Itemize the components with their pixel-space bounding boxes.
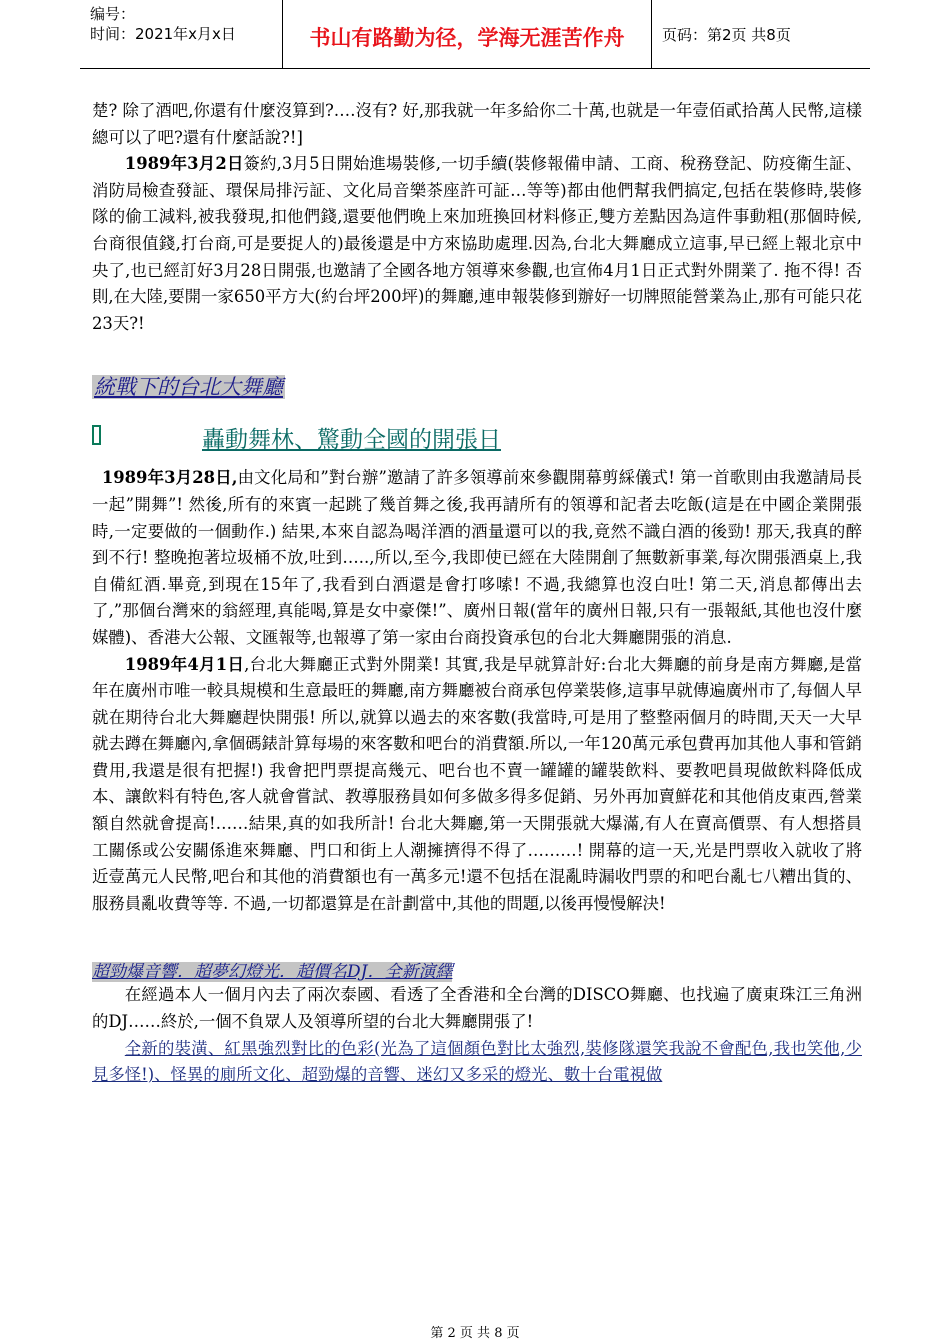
page-header [80,0,870,69]
motto: 书山有路勤为径，学海无涯苦作舟 [309,26,625,50]
page-info: 页码：第2页 共8页 [662,26,791,44]
header-left [90,4,236,44]
section-title: 統戰下的台北大舞廳 [94,375,283,400]
paragraph-2 [92,465,862,651]
header-motto-box [282,0,652,68]
paragraph-1-text: 簽約,3月5日開始進場裝修,一切手續(裝修報備申請、工商、稅務登記、防疫衛生証、消防局檢查發証、環保局排污証、文化局音樂茶座許可証…等等)都由他們幫我們搞定,包括在裝修時,裝修隊的偷工減料,被我發現,扣他們錢,還要他們晚上來加班換回材料修正,雙方差點因為這件事動粗(那個時候,台商很值錢,打台商,可是要捉人的)最後還是中方來協助處理.因為,台北大舞廳成立這事,早已經上報北京中央了,也已經訂好3月28日開張,也邀請了全國各地方領導來參觀,也宣佈4月1日正式對外開業了. 拖不得! 否則,在大陸,要開一家650平方大(約台坪200坪)的舞廳,連申報裝修到辦好一切牌照能營業為止,那有可能只花23天?! [92,154,862,333]
subsection-title: 轟動舞林、驚動全國的開張日 [202,427,501,454]
paragraph-5-text: 全新的裝潢、紅黑強烈對比的色彩(光為了這個顏色對比太強烈,裝修隊還笑我說不會配色,我也笑他,少見多怪!)、怪異的廁所文化、超勁爆的音響、迷幻又多采的燈光、數十台電視做 [92,1038,862,1085]
subsection-heading [92,421,862,465]
time-label: 时间：2021年x月x日 [90,25,236,43]
paragraph-3-date: 1989年4月1日 [124,654,245,674]
document-body [92,98,862,1089]
paragraph-2-date: 1989年3月28日, [101,468,238,488]
paragraph-3 [92,652,862,918]
paragraph-1 [92,151,862,337]
paragraph-3-text: ,台北大舞廳正式對外開業! 其實,我是早就算計好:台北大舞廳的前身是南方舞廳,是當年在廣州市唯一較具規模和生意最旺的舞廳,南方舞廳被台商承包停業裝修,這事早就傳遍廣州市了,每個人早就在期待台北大舞廳趕快開張! 所以,就算以過去的來客數(我當時,可是用了整整兩個月的時間,天天一大早就去蹲在舞廳內,拿個碼錶計算每場的來客數和吧台的消費額.所以,一年120萬元承包費再加其他人事和管銷費用,我還是很有把握!) 我會把門票提高幾元、吧台也不賣一罐罐的罐裝飲料、要教吧員現做飲料降低成本、讓飲料有特色,客人就會嘗試、教導服務員如何多做多得多促銷、另外再加賣鮮花和其他俏皮東西,營業額自然就會提高!……結果,真的如我所計! 台北大舞廳,第一天開張就大爆滿,有人在賣高價票、有人想搭員工關係或公安關係進來舞廳、門口和街上人潮擁擠得不得了………! 開幕的這一天,光是門票收入就收了將近壹萬元人民幣,吧台和其他的消費額也有一萬多元!還不包括在混亂時漏收門票的和吧台亂七八糟出貨的、服務員亂收費等等. 不過,一切都還算是在計劃當中,其他的問題,以後再慢慢解決! [92,654,862,913]
paragraph-1-date: 1989年3月2日 [124,154,244,174]
bullet-icon [92,425,101,445]
number-label: 编号： [90,5,136,23]
paragraph-0: 楚? 除了酒吧,你還有什麼沒算到?….沒有? 好,那我就一年多給你二十萬,也就是一年壹佰貳拾萬人民幣,這樣總可以了吧?還有什麼話說?!] [92,101,862,147]
page-footer: 第 2 页 共 8 页 [430,1326,520,1341]
highlight-title: 超勁爆音響．超夢幻燈光．超價名DJ．全新演繹 [92,962,453,983]
paragraph-2-text: 由文化局和”對台辦”邀請了許多領導前來參觀開幕剪綵儀式! 第一首歌則由我邀請局長一起”開舞”! 然後,所有的來賓一起跳了幾首舞之後,我再請所有的領導和記者去吃飯(這是在中國企業開張時,一定要做的一個動作.) 結果,本來自認為喝洋酒的酒量還可以的我,竟然不識白酒的後勁! 那天,我真的醉到不行! 整晚抱著垃圾桶不放,吐到…..,所以,至今,我即使已經在大陸開創了無數新事業,每次開張酒桌上,我自備紅酒.畢竟,到現在15年了,我看到白酒還是會打哆嗦! 不過,我總算也沒白吐! 第二天,消息都傳出去了,”那個台灣來的翁經理,真能喝,算是女中豪傑!”、廣州日報(當年的廣州日報,只有一張報紙,其他也沒什麼媒體)、香港大公報、文匯報等,也報導了第一家由台商投資承包的台北大舞廳開張的消息. [92,468,862,647]
paragraph-4: 在經過本人一個月內去了兩次泰國、看透了全香港和全台灣的DISCO舞廳、也找遍了廣東珠江三角洲的DJ……終於,一個不負眾人及領導所望的台北大舞廳開張了! [92,985,862,1032]
paragraph-5 [92,1036,862,1089]
